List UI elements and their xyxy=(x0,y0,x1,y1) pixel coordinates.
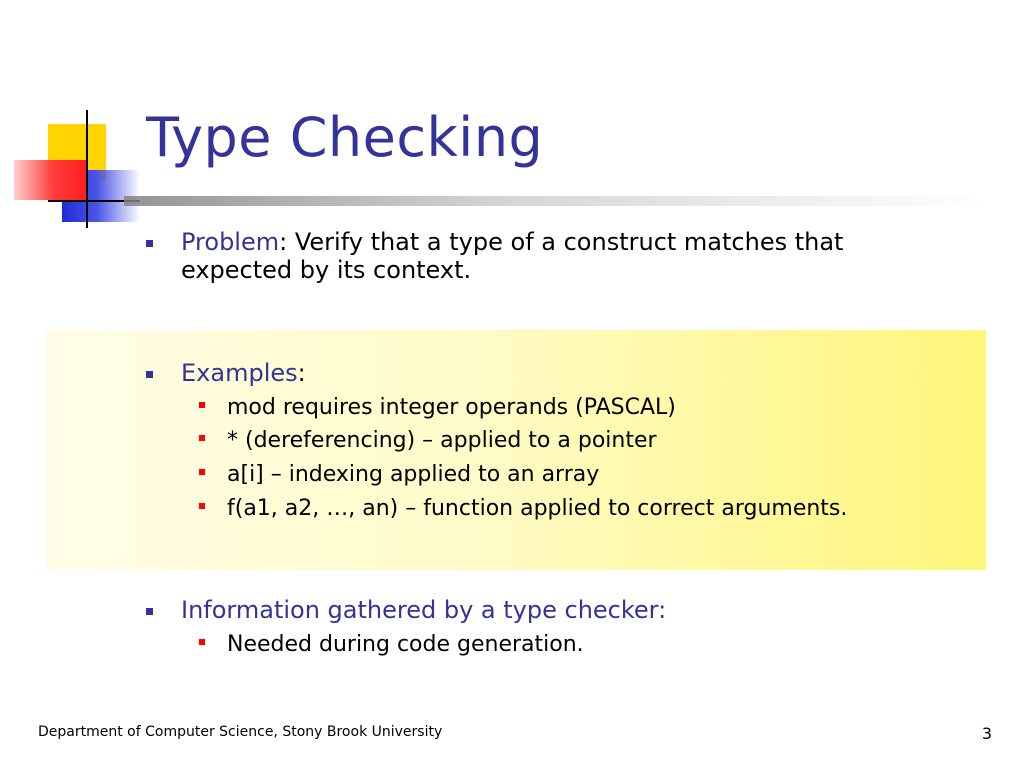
bullet-square-icon xyxy=(146,371,153,378)
problem-text-line1: Verify that a type of a construct matches that xyxy=(287,228,844,256)
bullet-red-square-icon xyxy=(199,503,205,509)
footer-text: Department of Computer Science, Stony Brook University xyxy=(38,724,443,740)
example-item-text: f(a1, a2, …, an) – function applied to correct arguments. xyxy=(227,496,848,521)
bullet-information xyxy=(146,596,666,624)
example-item xyxy=(199,391,676,425)
bullet-red-square-icon xyxy=(199,469,205,475)
problem-colon: : xyxy=(279,228,288,256)
example-item xyxy=(199,492,847,526)
slide-title: Type Checking xyxy=(146,106,544,169)
information-label: Information gathered by a type checker: xyxy=(181,596,667,624)
bullet-red-square-icon xyxy=(199,639,205,645)
title-underline xyxy=(124,196,984,206)
bullet-red-square-icon xyxy=(199,435,205,441)
example-item xyxy=(199,424,657,458)
bullet-red-square-icon xyxy=(199,402,205,408)
logo-red-square xyxy=(14,160,86,200)
logo-vertical-line xyxy=(86,110,88,228)
example-item xyxy=(199,458,599,492)
information-item xyxy=(199,628,584,662)
problem-label: Problem xyxy=(181,228,280,256)
bullet-square-icon xyxy=(146,240,153,247)
examples-label: Examples xyxy=(181,359,298,387)
example-item-text: a[i] – indexing applied to an array xyxy=(227,462,600,487)
bullet-problem xyxy=(146,228,843,284)
problem-text-line2: expected by its context. xyxy=(181,256,472,284)
example-item-text: * (dereferencing) – applied to a pointer xyxy=(227,428,657,453)
example-item-text: mod requires integer operands (PASCAL) xyxy=(227,395,676,420)
slide-number: 3 xyxy=(981,724,992,743)
information-item-text: Needed during code generation. xyxy=(227,632,584,657)
examples-colon: : xyxy=(297,359,306,387)
bullet-square-icon xyxy=(146,608,153,615)
bullet-examples xyxy=(146,359,306,387)
